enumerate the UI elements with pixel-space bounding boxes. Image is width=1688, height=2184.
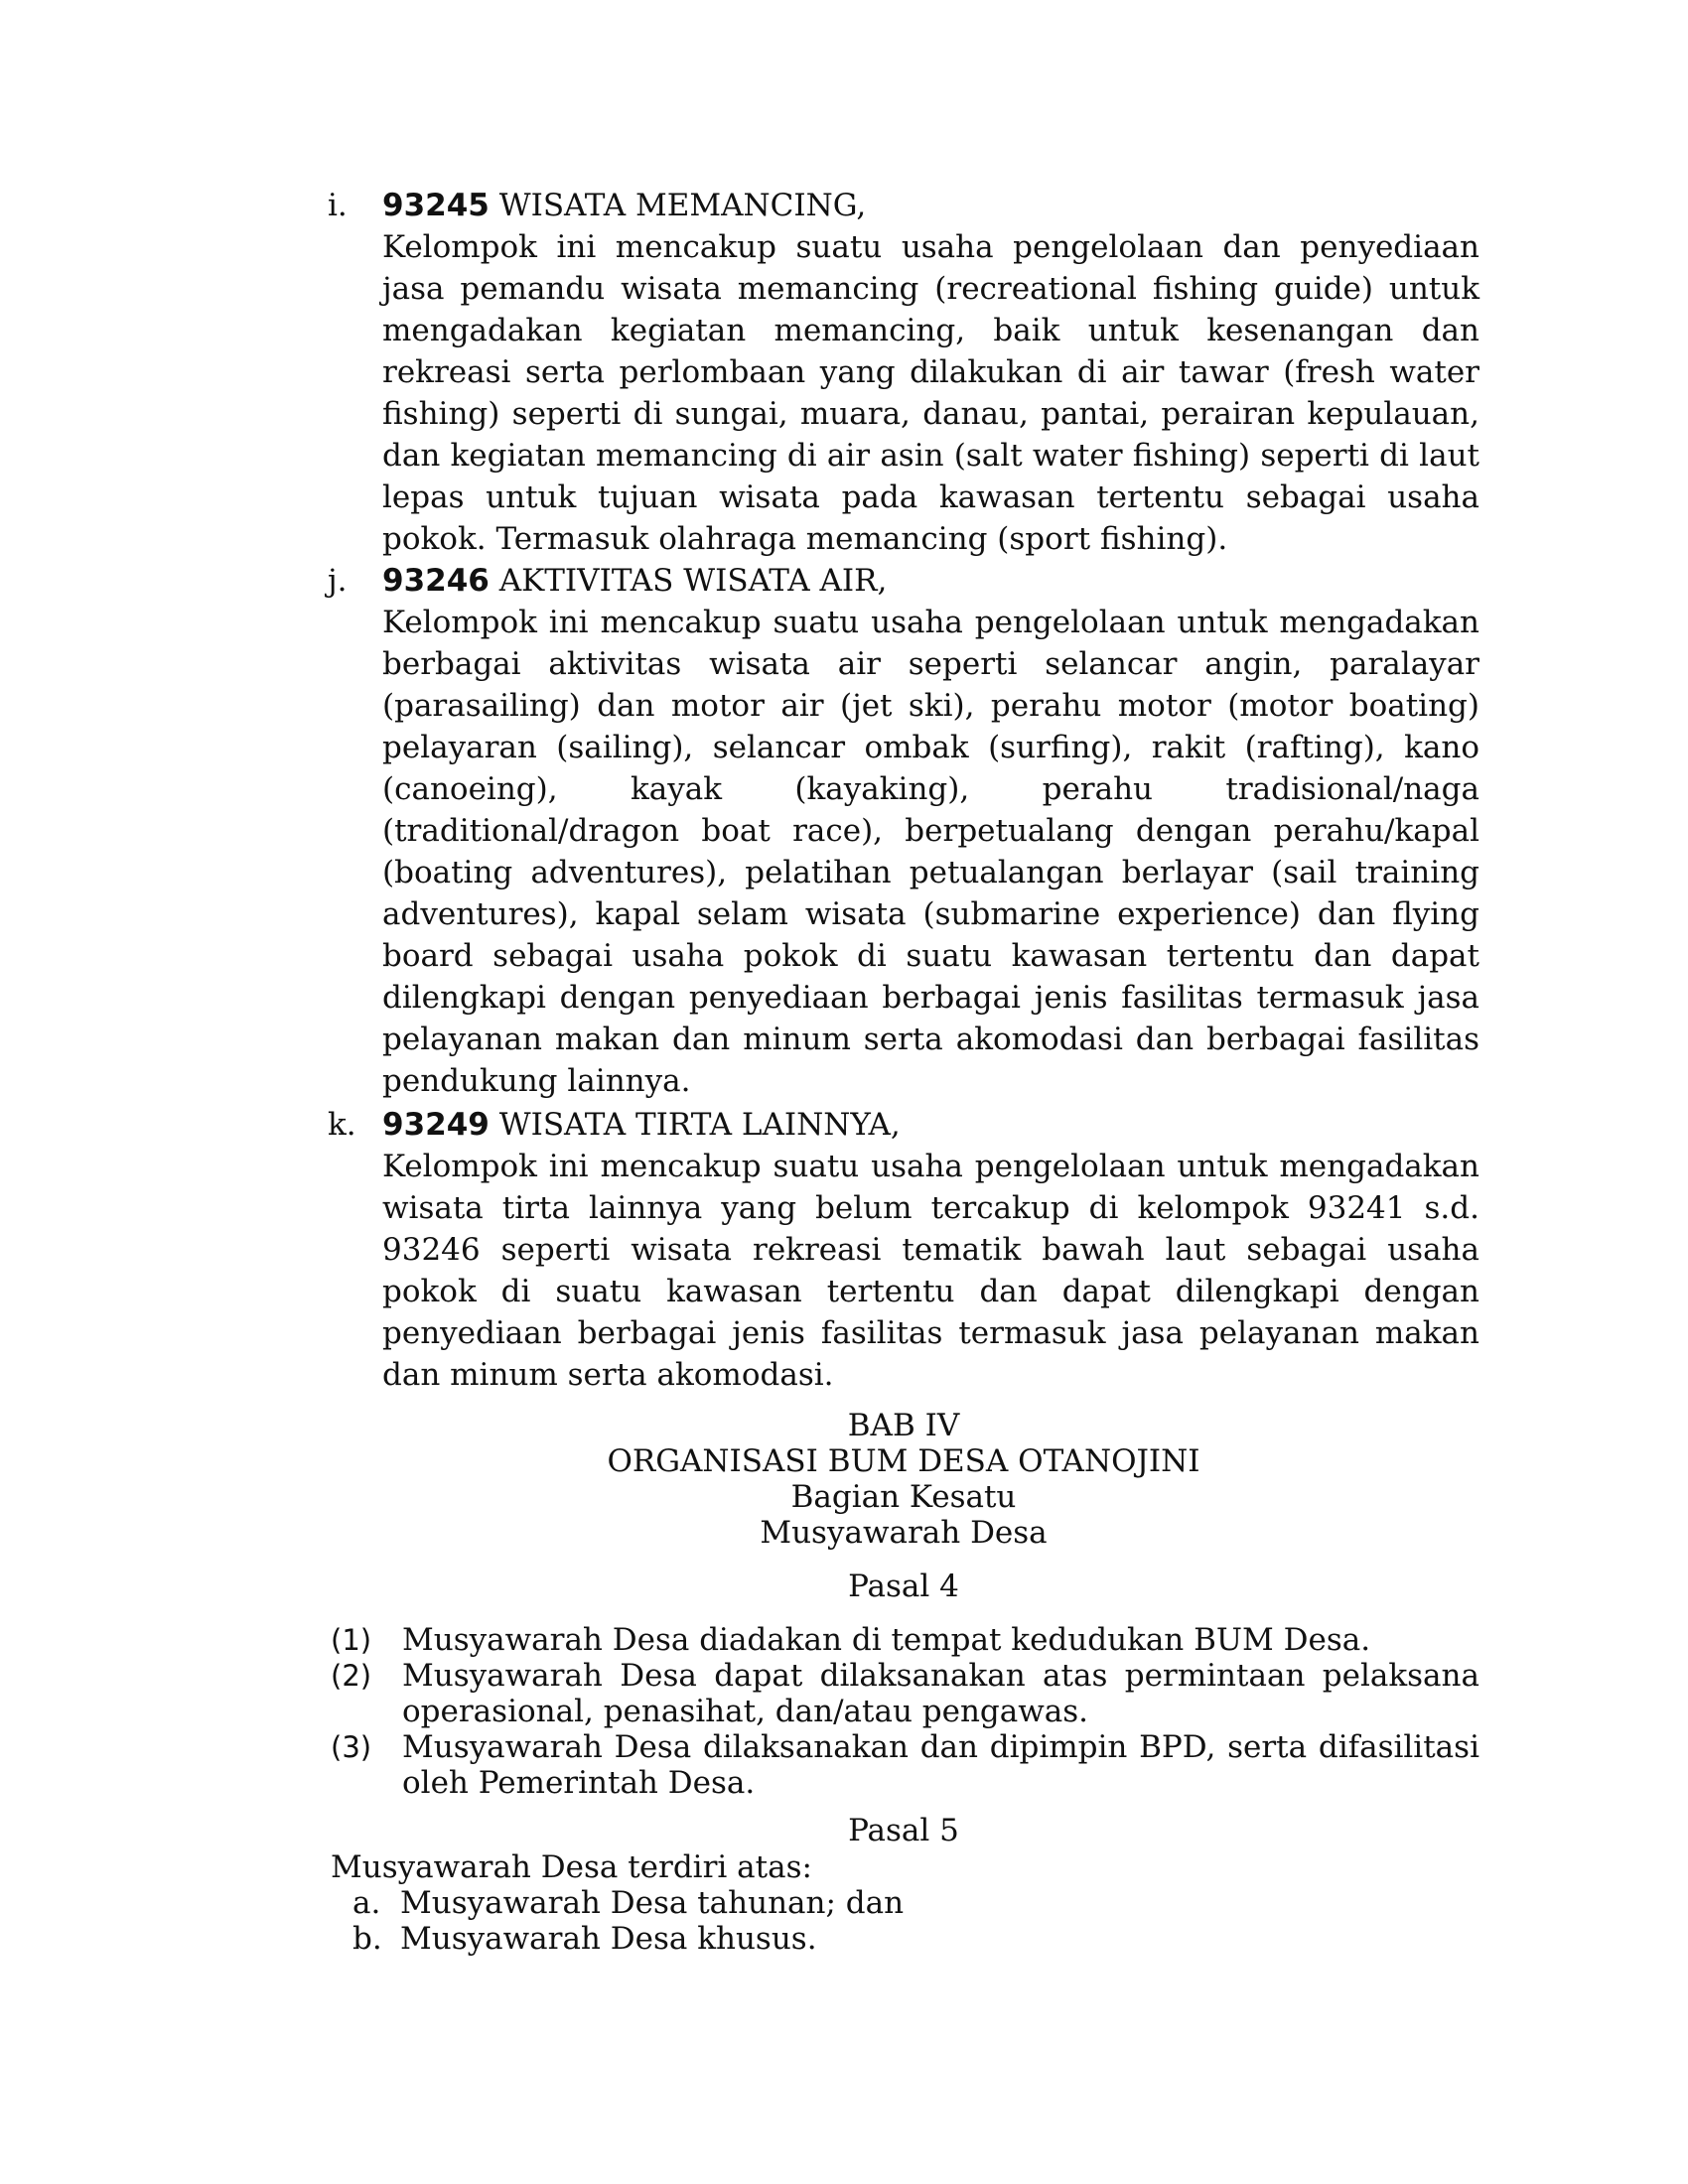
item-title: AKTIVITAS WISATA AIR, — [489, 563, 888, 599]
clause-number: (1) — [331, 1623, 372, 1657]
item-description: Kelompok ini mencakup suatu usaha pengelolaan dan penyediaan jasa pemandu wisata memancing (recreational fishing guide) untuk mengadakan kegiatan memancing, baik untuk kesenangan dan rekreasi serta perlombaan yang dilakukan di air tawar (fresh water fishing) seperti di sungai, muara, danau, pantai, perairan kepulauan, dan kegiatan memancing di air asin (salt water fishing) seperti di laut lepas untuk tujuan wisata pada kawasan tertentu sebagai usaha pokok. Termasuk olahraga memancing (sport fishing). — [382, 229, 1479, 557]
item-heading — [382, 185, 866, 226]
kbli-code: 93249 — [382, 1107, 490, 1143]
list-marker: j. — [328, 563, 348, 599]
chapter-number: BAB IV — [847, 1408, 960, 1443]
list-marker: a. — [352, 1885, 381, 1921]
item-heading — [382, 560, 887, 602]
pasal-5-heading: Pasal 5 — [848, 1813, 959, 1848]
kbli-code: 93245 — [382, 188, 490, 223]
pasal-4-heading: Pasal 4 — [848, 1569, 959, 1604]
list-marker: b. — [352, 1921, 382, 1957]
list-marker: i. — [328, 188, 348, 223]
pasal-5-item-b — [352, 1921, 817, 1957]
clause-number: (2) — [331, 1659, 372, 1693]
section-subtitle: Musyawarah Desa — [760, 1515, 1048, 1551]
clause-text: Musyawarah Desa dilaksanakan dan dipimpin BPD, serta difasilitasi oleh Pemerintah Desa. — [402, 1729, 1479, 1801]
item-heading — [382, 1104, 901, 1146]
pasal-5-item-a — [352, 1885, 904, 1921]
chapter-title: ORGANISASI BUM DESA OTANOJINI — [607, 1443, 1200, 1479]
item-description: Kelompok ini mencakup suatu usaha pengelolaan untuk mengadakan berbagai aktivitas wisata air seperti selancar angin, paralayar (parasailing) dan motor air (jet ski), perahu motor (motor boating) pelayaran (sailing), selancar ombak (surfing), rakit (rafting), kano (canoeing), kayak (kayaking), perahu tradisional/naga (traditional/dragon boat race), berpetualang dengan perahu/kapal (boating adventures), pelatihan petualangan berlayar (sail training adventures), kapal selam wisata (submarine experience) dan flying board sebagai usaha pokok di suatu kawasan tertentu dan dapat dilengkapi dengan penyediaan berbagai jenis fasilitas termasuk jasa pelayanan makan dan minum serta akomodasi dan berbagai fasilitas pendukung lainnya. — [382, 605, 1479, 1099]
pasal-5-intro: Musyawarah Desa terdiri atas: — [331, 1849, 812, 1885]
item-title: WISATA TIRTA LAINNYA, — [489, 1107, 901, 1143]
list-item-text: Musyawarah Desa tahunan; dan — [400, 1885, 905, 1921]
item-description: Kelompok ini mencakup suatu usaha pengelolaan untuk mengadakan wisata tirta lainnya yang belum tercakup di kelompok 93241 s.d. 93246 seperti wisata rekreasi tematik bawah laut sebagai usaha pokok di suatu kawasan tertentu dan dapat dilengkapi dengan penyediaan berbagai jenis fasilitas termasuk jasa pelayanan makan dan minum serta akomodasi. — [382, 1149, 1479, 1393]
list-item-text: Musyawarah Desa khusus. — [400, 1921, 817, 1957]
section-title: Bagian Kesatu — [790, 1479, 1017, 1515]
clause-text: Musyawarah Desa diadakan di tempat kedudukan BUM Desa. — [402, 1622, 1371, 1658]
clause-text: Musyawarah Desa dapat dilaksanakan atas permintaan pelaksana operasional, penasihat, dan/atau pengawas. — [402, 1658, 1479, 1729]
item-title: WISATA MEMANCING, — [489, 188, 867, 223]
list-marker: k. — [328, 1107, 356, 1143]
clause-number: (3) — [331, 1730, 372, 1764]
kbli-code: 93246 — [382, 563, 490, 599]
